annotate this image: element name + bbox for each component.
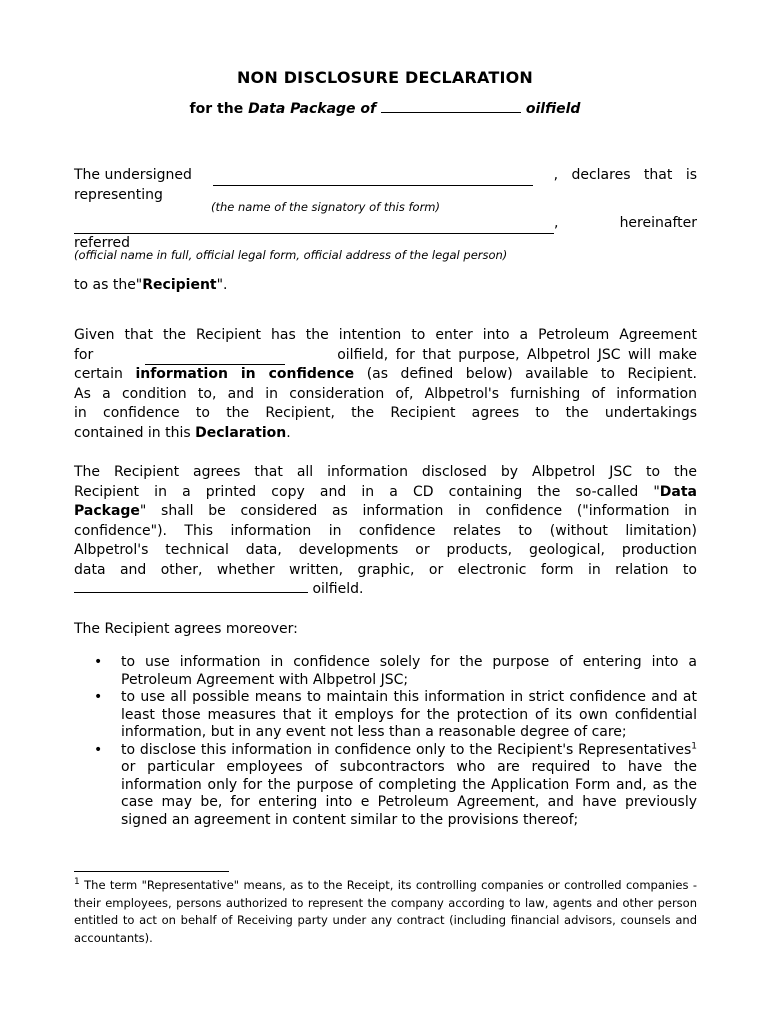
list-item	[74, 689, 697, 742]
para1-l6b: .	[286, 424, 291, 441]
list-item	[74, 654, 697, 689]
para2-line6: data and other, whether written, graphic, or electronic form in relation to	[74, 561, 697, 578]
representing-text: representing	[74, 186, 163, 203]
legal-person-blank	[74, 222, 554, 234]
para1-oilfield-blank	[145, 353, 285, 365]
subtitle-prefix: for the	[189, 101, 249, 117]
document-title: NON DISCLOSURE DECLARATION	[236, 68, 534, 87]
hereinafter-text: hereinafter	[619, 215, 697, 231]
data-bold: Data	[659, 483, 697, 500]
footnote-mark: 1	[74, 877, 80, 888]
para1-l3b: (as defined below) available to Recipient.	[354, 366, 697, 382]
para2-line3	[74, 502, 697, 522]
to-as-suffix: ".	[216, 277, 228, 293]
signatory-note: (the name of the signatory of this form)	[211, 200, 440, 214]
recipient-bold: Recipient	[142, 277, 217, 293]
para1-line1: Given that the Recipient has the intention to enter into a Petroleum Agreement	[74, 327, 697, 343]
para2-line4: confidence"). This information in confidence relates to (without limitation)	[74, 522, 697, 539]
para1-for: for	[74, 346, 94, 363]
bullet-icon: •	[94, 689, 103, 705]
to-as-prefix: to as the"	[74, 277, 143, 293]
declaration-bold: Declaration	[195, 424, 287, 441]
subtitle-suffix: oilfield	[525, 101, 581, 117]
moreover-heading: The Recipient agrees moreover:	[74, 621, 298, 637]
information-in-confidence-bold: information in confidence	[135, 366, 355, 382]
package-bold: Package	[74, 503, 140, 519]
undersigned-label: The undersigned	[74, 167, 192, 183]
official-note: (official name in full, official legal form, official address of the legal person)	[74, 248, 508, 262]
para1-l3a: certain	[74, 366, 136, 382]
para1-line5: in confidence to the Recipient, the Recipient agrees to the undertakings	[74, 405, 697, 421]
para2-oilfield-blank	[74, 581, 308, 593]
para1-line3	[74, 365, 697, 385]
oilfield-name-blank	[381, 101, 521, 113]
para2-line2	[74, 483, 697, 503]
signatory-name-blank	[213, 174, 533, 186]
para1-line6	[74, 424, 697, 444]
footnote-reference[interactable]: 1	[691, 740, 697, 751]
para2-l3b: " shall be considered as information in confidence ("information in	[139, 503, 697, 519]
bullet-text-3a: to disclose this information in confidence only to the Recipient's Representatives	[121, 741, 692, 758]
document-subtitle	[0, 101, 770, 117]
bullet-icon: •	[94, 741, 103, 758]
para1-line4: As a condition to, and in consideration of, Albpetrol's furnishing of information	[74, 385, 697, 402]
bullet-text-2: to use all possible means to maintain this information in strict confidence and at least those measures that it employs for the protection of its own confidential information, but in any event not less than a reasonable degree of care;	[121, 689, 697, 740]
para2-line7	[74, 580, 697, 600]
bullet-icon: •	[94, 654, 103, 670]
list-item	[74, 742, 697, 830]
referred-text: referred	[74, 234, 131, 251]
para2-l7b: oilfield.	[308, 581, 364, 597]
para1-oilfield-text: oilfield, for that purpose, Albpetrol JSC will make	[337, 346, 697, 363]
paragraph-intention	[74, 326, 697, 443]
para2-line1: The Recipient agrees that all information disclosed by Albpetrol JSC to the	[74, 464, 697, 480]
footnote	[74, 877, 697, 947]
bullet-text-1: to use information in confidence solely for the purpose of entering into a Petroleum Agreement with Albpetrol JSC;	[121, 654, 697, 688]
declares-text: , declares that is	[553, 167, 697, 183]
para1-l6a: contained in this	[74, 424, 196, 441]
para1-line2	[74, 346, 697, 366]
footnote-text: The term "Representative" means, as to the Receipt, its controlling companies or controlled companies - their employees, persons authorized to represent the company according to law, agents and other person entitled to act on behalf of Receiving party under any contract (including financial advisors, counsels and accountants).	[74, 878, 697, 945]
recipient-definition	[74, 276, 697, 296]
paragraph-data-package	[74, 463, 697, 600]
obligations-list	[74, 654, 697, 829]
subtitle-italic: Data Package of	[248, 101, 377, 117]
para2-line5: Albpetrol's technical data, developments or products, geological, production	[74, 542, 697, 558]
bullet-text-3b: or particular employees of subcontractors who are required to have the information only for the purpose of completing the Application Form and, as the case may be, for entering into e Petroleum Agreement, and have previously signed an agreement in content similar to the provisions thereof;	[121, 759, 697, 828]
legal-person-line: , hereinafter referred	[74, 214, 697, 253]
para2-l2a: Recipient in a printed copy and in a CD containing the so-called "	[74, 483, 660, 500]
footnote-separator	[74, 871, 229, 872]
